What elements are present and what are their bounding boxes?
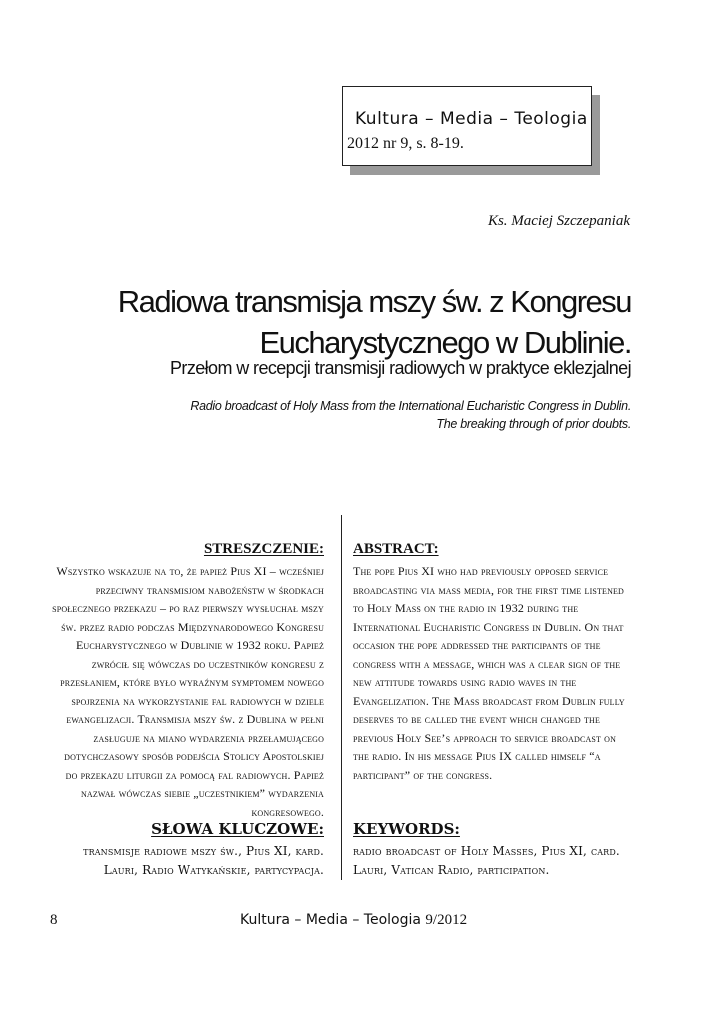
footer-issue: 9/2012	[425, 912, 468, 928]
running-footer	[240, 912, 467, 929]
abstract-polish-heading: STRESZCZENIE:	[203, 541, 324, 557]
keywords-english	[353, 820, 628, 879]
english-title-line-1: Radio broadcast of Holy Mass from the International Eucharistic Congress in Dublin.	[190, 399, 631, 413]
abstract-english-heading: ABSTRACT:	[353, 541, 439, 557]
keywords-polish-text: transmisje radiowe mszy św., Pius XI, kard. Lauri, Radio Watykańskie, partycypacja.	[83, 844, 324, 877]
english-title	[111, 397, 631, 433]
footer-journal-name: Kultura – Media – Teologia	[240, 912, 421, 928]
abstract-english	[353, 540, 628, 784]
page-number: 8	[50, 912, 58, 928]
journal-name: Kultura – Media – Teologia	[355, 109, 588, 129]
author-name: Ks. Maciej Szczepaniak	[487, 213, 630, 229]
article-title	[111, 281, 631, 363]
abstract-english-text: The pope Pius XI who had previously opposed service broadcasting via mass media, for the first time listened to Holy Mass on the radio in 1932 during the International Eucharistic Congress in Dublin. On that occasion the pope addressed the participants of the congress with a message, which was a clear sign of the new attitude towards using radio waves in the Evangelization. The Mass broadcast from Dublin fully deserves to be called the event which changed the previous Holy See’s approach to service broadcast on the radio. In his message Pius IX called himself “a participant” of the congress.	[353, 564, 625, 782]
keywords-english-heading: KEYWORDS:	[353, 820, 460, 838]
abstract-polish-text: Wszystko wskazuje na to, że papież Pius XI – wcześniej przeciwny transmisjom nabożeństw w środkach społecznego przekazu – po raz pierwszy wysłuchał mszy św. przez radio podczas Międzynarodowego Kongresu Eucharystycznego w Dublinie w 1932 roku. Papież zwrócił się wówczas do uczestników kongresu z przesłaniem, które było wyraźnym symptomem nowego spojrzenia na wykorzystanie fal radiowych w dziele ewangelizacji. Transmisja mszy św. z Dublina w pełni zasługuje na miano wydarzenia przełamującego dotychczasowy sposób podejścia Stolicy Apostolskiej do przekazu liturgii za pomocą fal radiowych. Papież nazwał wówczas siebie „uczestnikiem” wydarzenia kongresowego.	[52, 564, 324, 819]
abstract-polish	[50, 540, 324, 821]
english-title-line-2: The breaking through of prior doubts.	[436, 417, 631, 431]
keywords-polish-heading: SŁOWA KLUCZOWE:	[151, 820, 324, 838]
keywords-polish	[50, 820, 324, 879]
keywords-english-text: radio broadcast of Holy Masses, Pius XI, card. Lauri, Vatican Radio, participation.	[353, 844, 620, 877]
column-divider	[341, 515, 342, 880]
journal-info-box	[342, 86, 592, 166]
title-line-2: Eucharystycznego w Dublinie.	[259, 325, 631, 360]
journal-issue: 2012 nr 9, s. 8-19.	[347, 135, 464, 152]
title-line-1: Radiowa transmisja mszy św. z Kongresu	[117, 284, 631, 319]
article-subtitle: Przełom w recepcji transmisji radiowych w praktyce eklezjalnej	[170, 358, 631, 378]
